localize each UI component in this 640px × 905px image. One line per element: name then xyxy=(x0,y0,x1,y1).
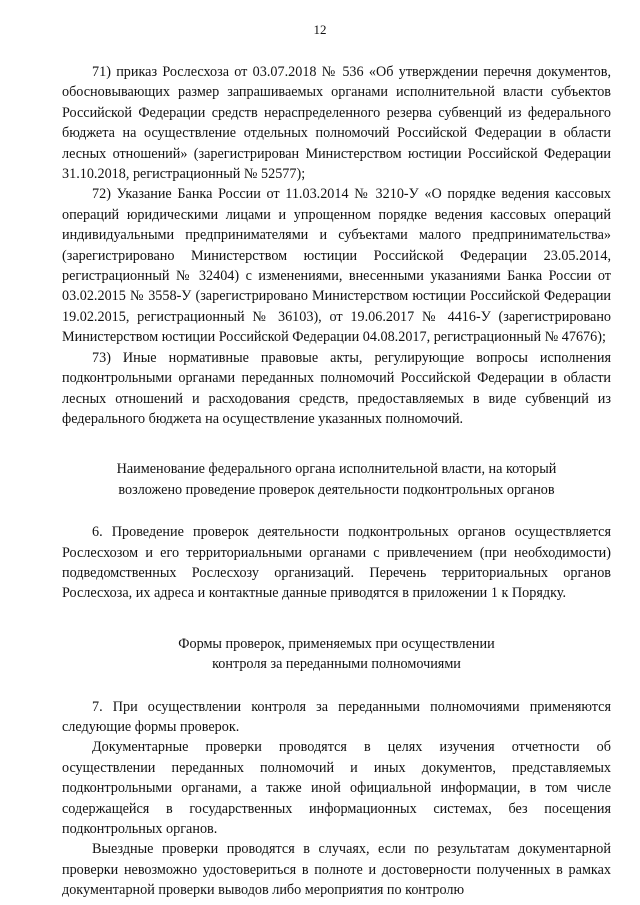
section-heading-federal-body xyxy=(62,459,611,500)
document-body xyxy=(62,62,611,901)
section-heading-inspection-forms xyxy=(62,634,611,675)
heading-line: контроля за переданными полномочиями xyxy=(212,656,461,673)
paragraph-documentary-checks: Документарные проверки проводятся в целях изучения отчетности об осуществлении переданных полномочий и иных документов, представляемых подконтрольными органами, а также иной официальной информации, в том числе содержащейся в государственных информационных системах, без посещения подконтрольных органов. xyxy=(62,739,611,837)
heading-line: возложено проведение проверок деятельности подконтрольных органов xyxy=(118,481,555,498)
paragraph-item-73: 73) Иные нормативные правовые акты, регулирующие вопросы исполнения подконтрольными органами переданных полномочий Российской Федерации в области лесных отношений и расходования средств, предоставляемых в виде субвенций из федерального бюджета на осуществление указанных полномочий. xyxy=(62,349,611,427)
paragraph-item-72: 72) Указание Банка России от 11.03.2014 № 3210-У «О порядке ведения кассовых операций юридическими лицами и упрощенном порядке ведения кассовых операций индивидуальными предпринимателями и субъектами малого предпринимательства» (зарегистрировано Министерством юстиции Российской Федерации 23.05.2014, регистрационный № 32404) с изменениями, внесенными указаниями Банка России от 03.02.2015 № 3558-У (зарегистрировано Министерством юстиции Российской Федерации 19.02.2015, регистрационный № 36103), от 19.06.2017 № 4416-У (зарегистрировано Министерством юстиции Российской Федерации 04.08.2017, регистрационный № 47676); xyxy=(62,186,611,346)
heading-line: Наименование федерального органа исполнительной власти, на который xyxy=(116,461,557,478)
paragraph-item-71: 71) приказ Рослесхоза от 03.07.2018 № 536 «Об утверждении перечня документов, обосновывающих размер запрашиваемых органами исполнительной власти субъектов Российской Федерации средств нераспределенного резерва субвенций из федерального бюджета на осуществление отдельных полномочий Российской Федерации в области лесных отношений» (зарегистрирован Министерством юстиции Российской Федерации 31.10.2018, регистрационный № 52577); xyxy=(62,64,611,183)
heading-line: Формы проверок, применяемых при осуществлении xyxy=(178,635,495,652)
page-number: 12 xyxy=(313,22,327,37)
paragraph-section-7: 7. При осуществлении контроля за переданными полномочиями применяются следующие формы проверок. xyxy=(62,698,611,735)
paragraph-section-6: 6. Проведение проверок деятельности подконтрольных органов осуществляется Рослесхозом и его территориальными органами с привлечением (при необходимости) подведомственных Рослесхозу организаций. Перечень территориальных органов Рослесхоза, их адреса и контактные данные приводятся в приложении 1 к Порядку. xyxy=(62,524,611,602)
paragraph-field-checks: Выездные проверки проводятся в случаях, если по результатам документарной проверки невозможно удостовериться в полноте и достоверности полученных в рамках документарной проверки выводов либо мероприятия по контролю xyxy=(62,841,611,899)
